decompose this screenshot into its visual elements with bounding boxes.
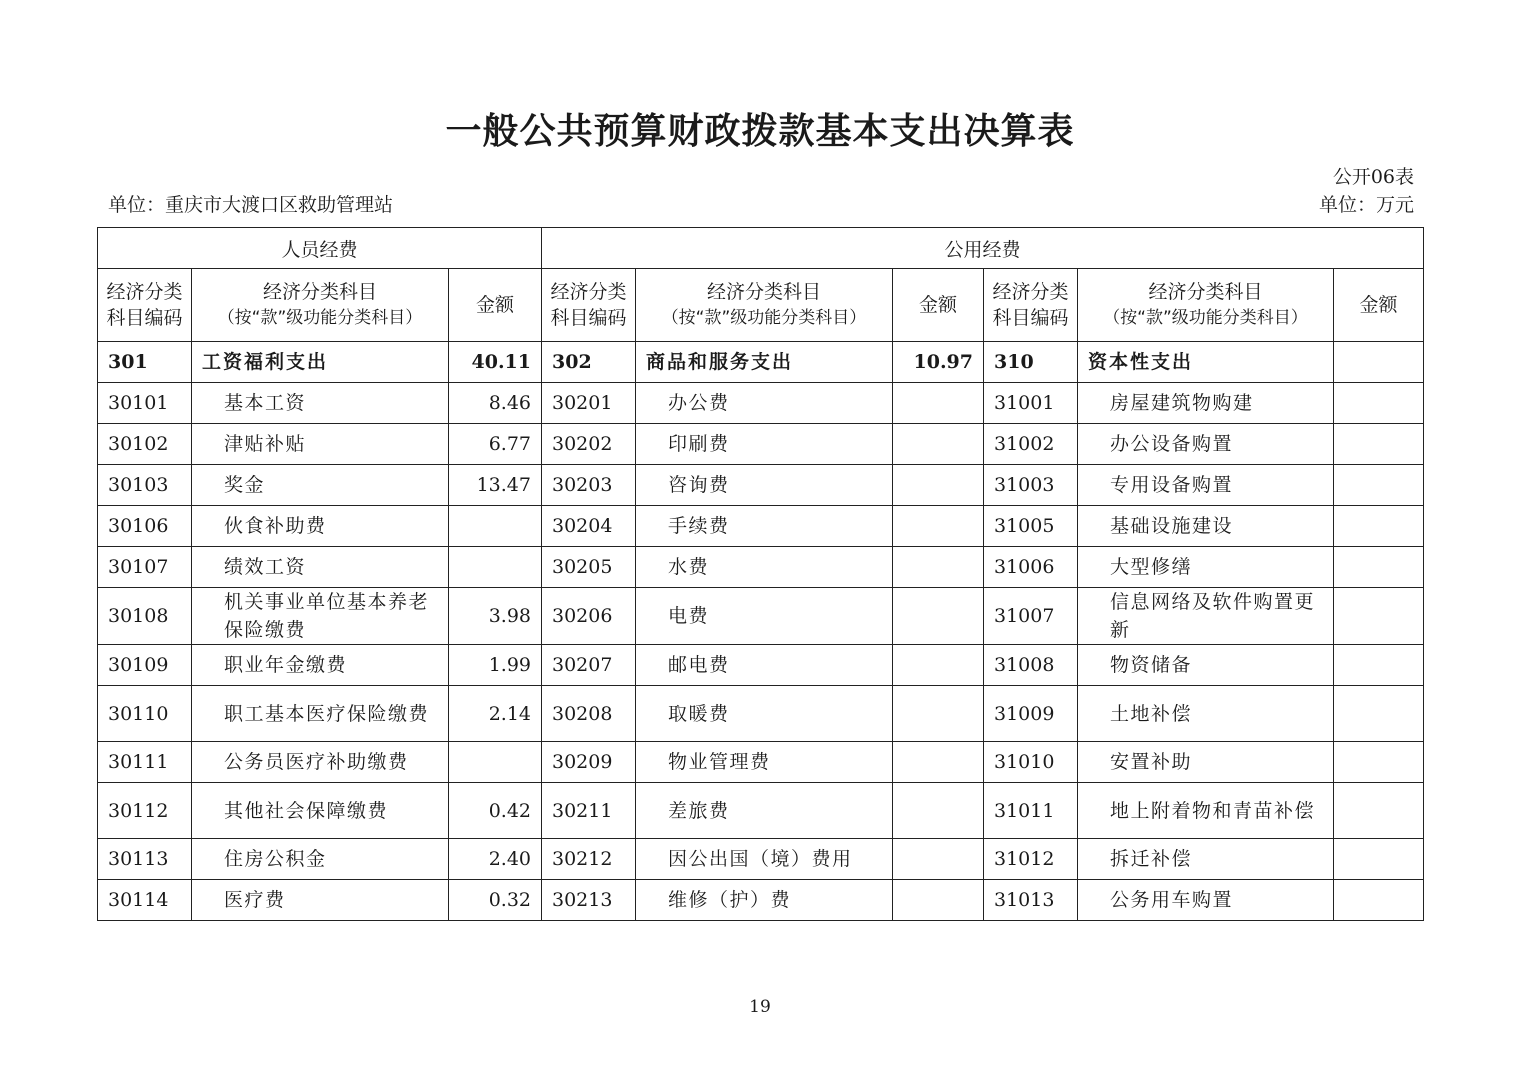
goods-amount-cell (893, 588, 984, 645)
table-row (98, 645, 1424, 686)
table-row (98, 506, 1424, 547)
goods-code-cell: 30208 (542, 686, 636, 742)
goods-amount-cell: 10.97 (893, 342, 984, 383)
group-header-public: 公用经费 (542, 228, 1424, 269)
goods-code-cell: 30202 (542, 424, 636, 465)
header-name-line2: （按“款”级功能分类科目） (1103, 308, 1308, 328)
capital-amount-cell (1334, 506, 1424, 547)
goods-item-cell: 电费 (636, 588, 893, 645)
capital-amount-cell (1334, 547, 1424, 588)
header-code-line1: 经济分类 (992, 281, 1069, 303)
capital-item-cell: 拆迁补偿 (1078, 839, 1334, 880)
capital-item-cell: 房屋建筑物购建 (1078, 383, 1334, 424)
header-code-line1: 经济分类 (106, 281, 183, 303)
goods-item-cell: 商品和服务支出 (636, 342, 893, 383)
personnel-item-cell: 奖金 (192, 465, 449, 506)
goods-item-cell: 差旅费 (636, 783, 893, 839)
goods-code-cell: 30209 (542, 742, 636, 783)
goods-code-cell: 30201 (542, 383, 636, 424)
personnel-code-cell: 30109 (98, 645, 192, 686)
page-number: 19 (749, 997, 771, 1017)
personnel-item-cell: 绩效工资 (192, 547, 449, 588)
personnel-item-cell: 住房公积金 (192, 839, 449, 880)
header-name (192, 269, 449, 342)
personnel-item-cell: 医疗费 (192, 880, 449, 921)
expenditure-table (97, 227, 1424, 921)
header-amount: 金额 (449, 269, 542, 342)
goods-code-cell: 30205 (542, 547, 636, 588)
capital-code-cell: 31010 (984, 742, 1078, 783)
capital-amount-cell (1334, 383, 1424, 424)
goods-amount-cell (893, 839, 984, 880)
goods-item-cell: 印刷费 (636, 424, 893, 465)
capital-item-cell: 大型修缮 (1078, 547, 1334, 588)
capital-amount-cell (1334, 424, 1424, 465)
goods-amount-cell (893, 547, 984, 588)
header-code (98, 269, 192, 342)
personnel-code-cell: 30108 (98, 588, 192, 645)
personnel-code-cell: 30114 (98, 880, 192, 921)
header-code-line2: 科目编码 (550, 307, 627, 329)
capital-amount-cell (1334, 588, 1424, 645)
unit-organization: 单位：重庆市大渡口区救助管理站 (108, 194, 394, 216)
table-row (98, 465, 1424, 506)
capital-code-cell: 31011 (984, 783, 1078, 839)
goods-code-cell: 30212 (542, 839, 636, 880)
personnel-item-cell: 其他社会保障缴费 (192, 783, 449, 839)
personnel-code-cell: 30103 (98, 465, 192, 506)
capital-code-cell: 31013 (984, 880, 1078, 921)
table-row (98, 880, 1424, 921)
goods-code-cell: 302 (542, 342, 636, 383)
capital-item-cell: 信息网络及软件购置更新 (1078, 588, 1334, 645)
header-name-line1: 经济分类科目 (706, 281, 821, 303)
goods-code-cell: 30213 (542, 880, 636, 921)
goods-item-cell: 水费 (636, 547, 893, 588)
goods-code-cell: 30211 (542, 783, 636, 839)
goods-item-cell: 办公费 (636, 383, 893, 424)
personnel-code-cell: 30111 (98, 742, 192, 783)
summary-row (98, 342, 1424, 383)
personnel-amount-cell: 13.47 (449, 465, 542, 506)
goods-amount-cell (893, 783, 984, 839)
header-name (636, 269, 893, 342)
goods-code-cell: 30203 (542, 465, 636, 506)
goods-amount-cell (893, 383, 984, 424)
capital-item-cell: 资本性支出 (1078, 342, 1334, 383)
personnel-code-cell: 30113 (98, 839, 192, 880)
table-row (98, 424, 1424, 465)
goods-amount-cell (893, 742, 984, 783)
capital-code-cell: 310 (984, 342, 1078, 383)
capital-amount-cell (1334, 839, 1424, 880)
table-row (98, 547, 1424, 588)
personnel-amount-cell: 2.40 (449, 839, 542, 880)
header-name-line2: （按“款”级功能分类科目） (661, 308, 867, 328)
capital-amount-cell (1334, 686, 1424, 742)
personnel-amount-cell: 6.77 (449, 424, 542, 465)
goods-amount-cell (893, 645, 984, 686)
capital-code-cell: 31006 (984, 547, 1078, 588)
capital-amount-cell (1334, 465, 1424, 506)
personnel-item-cell: 公务员医疗补助缴费 (192, 742, 449, 783)
table-row (98, 783, 1424, 839)
capital-item-cell: 办公设备购置 (1078, 424, 1334, 465)
goods-item-cell: 手续费 (636, 506, 893, 547)
table-row (98, 383, 1424, 424)
header-name-line2: （按“款”级功能分类科目） (217, 308, 423, 328)
capital-item-cell: 公务用车购置 (1078, 880, 1334, 921)
personnel-item-cell: 基本工资 (192, 383, 449, 424)
table-row (98, 588, 1424, 645)
header-name-line1: 经济分类科目 (262, 281, 377, 303)
capital-code-cell: 31002 (984, 424, 1078, 465)
goods-amount-cell (893, 880, 984, 921)
header-code (542, 269, 636, 342)
personnel-amount-cell: 3.98 (449, 588, 542, 645)
table-row (98, 686, 1424, 742)
capital-item-cell: 物资储备 (1078, 645, 1334, 686)
personnel-item-cell: 职工基本医疗保险缴费 (192, 686, 449, 742)
goods-code-cell: 30204 (542, 506, 636, 547)
header-name (1078, 269, 1334, 342)
goods-amount-cell (893, 686, 984, 742)
personnel-amount-cell: 8.46 (449, 383, 542, 424)
unit-currency: 单位：万元 (1318, 194, 1414, 216)
personnel-amount-cell (449, 506, 542, 547)
personnel-item-cell: 津贴补贴 (192, 424, 449, 465)
capital-amount-cell (1334, 342, 1424, 383)
goods-item-cell: 维修（护）费 (636, 880, 893, 921)
capital-code-cell: 31009 (984, 686, 1078, 742)
personnel-code-cell: 301 (98, 342, 192, 383)
personnel-amount-cell (449, 742, 542, 783)
header-code-line1: 经济分类 (550, 281, 627, 303)
personnel-code-cell: 30106 (98, 506, 192, 547)
goods-amount-cell (893, 424, 984, 465)
header-code-line2: 科目编码 (992, 307, 1069, 329)
goods-code-cell: 30206 (542, 588, 636, 645)
capital-item-cell: 专用设备购置 (1078, 465, 1334, 506)
personnel-amount-cell: 1.99 (449, 645, 542, 686)
capital-code-cell: 31007 (984, 588, 1078, 645)
goods-item-cell: 邮电费 (636, 645, 893, 686)
header-amount: 金额 (893, 269, 984, 342)
personnel-amount-cell: 2.14 (449, 686, 542, 742)
personnel-code-cell: 30101 (98, 383, 192, 424)
personnel-code-cell: 30102 (98, 424, 192, 465)
goods-amount-cell (893, 465, 984, 506)
personnel-item-cell: 伙食补助费 (192, 506, 449, 547)
personnel-amount-cell (449, 547, 542, 588)
goods-item-cell: 取暖费 (636, 686, 893, 742)
capital-code-cell: 31008 (984, 645, 1078, 686)
capital-item-cell: 基础设施建设 (1078, 506, 1334, 547)
goods-item-cell: 咨询费 (636, 465, 893, 506)
capital-code-cell: 31001 (984, 383, 1078, 424)
personnel-item-cell: 机关事业单位基本养老保险缴费 (192, 588, 449, 645)
capital-code-cell: 31005 (984, 506, 1078, 547)
header-code (984, 269, 1078, 342)
goods-item-cell: 因公出国（境）费用 (636, 839, 893, 880)
personnel-amount-cell: 0.32 (449, 880, 542, 921)
header-name-line1: 经济分类科目 (1148, 281, 1263, 303)
capital-code-cell: 31012 (984, 839, 1078, 880)
personnel-item-cell: 工资福利支出 (192, 342, 449, 383)
header-amount: 金额 (1334, 269, 1424, 342)
personnel-code-cell: 30112 (98, 783, 192, 839)
capital-amount-cell (1334, 783, 1424, 839)
personnel-amount-cell: 40.11 (449, 342, 542, 383)
capital-amount-cell (1334, 742, 1424, 783)
personnel-code-cell: 30110 (98, 686, 192, 742)
goods-code-cell: 30207 (542, 645, 636, 686)
table-row (98, 742, 1424, 783)
capital-item-cell: 地上附着物和青苗补偿 (1078, 783, 1334, 839)
capital-amount-cell (1334, 645, 1424, 686)
table-row (98, 839, 1424, 880)
goods-amount-cell (893, 506, 984, 547)
personnel-item-cell: 职业年金缴费 (192, 645, 449, 686)
header-code-line2: 科目编码 (106, 307, 183, 329)
personnel-code-cell: 30107 (98, 547, 192, 588)
capital-amount-cell (1334, 880, 1424, 921)
page-title: 一般公共预算财政拨款基本支出决算表 (445, 111, 1075, 152)
form-number: 公开06表 (1332, 166, 1414, 188)
goods-item-cell: 物业管理费 (636, 742, 893, 783)
capital-item-cell: 安置补助 (1078, 742, 1334, 783)
personnel-amount-cell: 0.42 (449, 783, 542, 839)
capital-code-cell: 31003 (984, 465, 1078, 506)
group-header-personnel: 人员经费 (98, 228, 542, 269)
capital-item-cell: 土地补偿 (1078, 686, 1334, 742)
